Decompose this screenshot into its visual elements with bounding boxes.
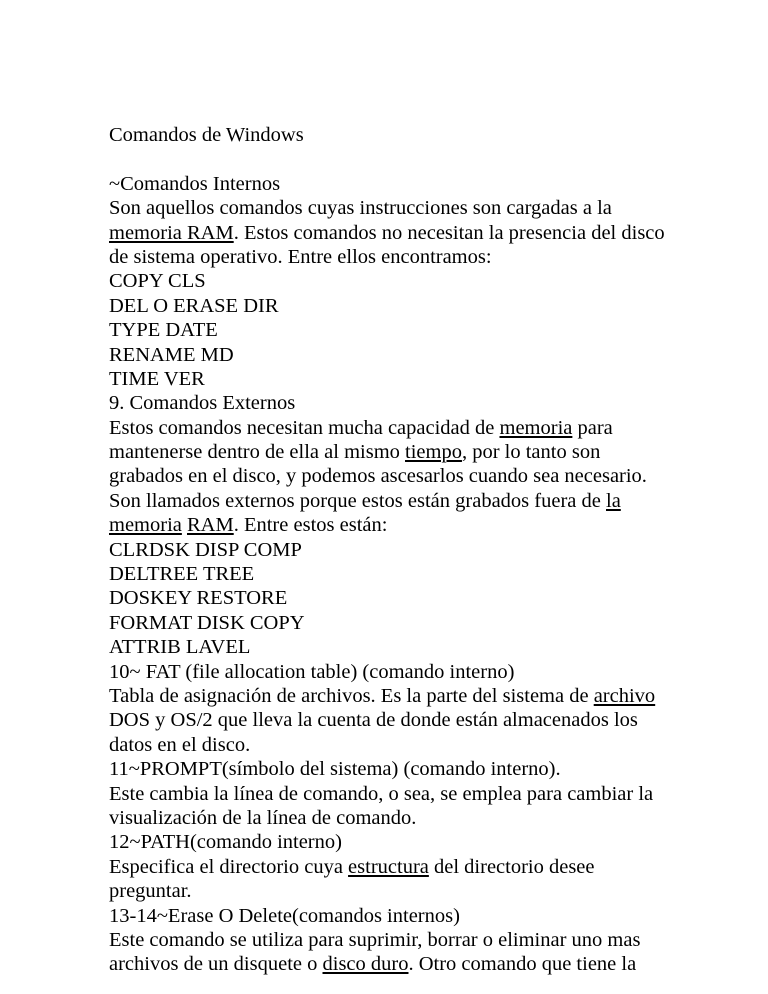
text-line bbox=[109, 879, 729, 903]
text-line bbox=[109, 708, 729, 732]
text-line bbox=[109, 806, 729, 830]
text-span: Estos comandos necesitan mucha capacidad de bbox=[109, 416, 500, 439]
hyperlink[interactable]: estructura bbox=[348, 855, 429, 878]
text-line bbox=[109, 904, 729, 928]
text-span: 13-14~Erase O Delete(comandos internos) bbox=[109, 904, 460, 927]
document-page bbox=[109, 123, 729, 977]
text-line bbox=[109, 538, 729, 562]
text-span: de sistema operativo. Entre ellos encontramos: bbox=[109, 245, 492, 268]
text-line bbox=[109, 147, 729, 171]
text-span: TIME VER bbox=[109, 367, 205, 390]
text-line bbox=[109, 782, 729, 806]
text-span: Especifica el directorio cuya bbox=[109, 855, 349, 878]
hyperlink[interactable]: memoria RAM bbox=[109, 221, 234, 244]
text-line bbox=[109, 855, 729, 879]
text-span: DELTREE TREE bbox=[109, 563, 255, 586]
text-line bbox=[109, 586, 729, 610]
text-span: FORMAT DISK COPY bbox=[109, 611, 305, 634]
text-span: DOS y OS/2 que lleva la cuenta de donde están almacenados los bbox=[109, 709, 638, 732]
text-line bbox=[109, 221, 729, 245]
text-span: 12~PATH(comando interno) bbox=[109, 831, 342, 854]
text-line bbox=[109, 416, 729, 440]
text-span: para bbox=[572, 416, 613, 439]
text-span: . Estos comandos no necesitan la presencia del disco bbox=[233, 221, 665, 244]
hyperlink[interactable]: memoria bbox=[499, 416, 573, 439]
text-span: , por lo tanto son bbox=[461, 441, 601, 464]
text-span: ~Comandos Internos bbox=[109, 172, 281, 195]
text-span: 10~ FAT (file allocation table) (comando interno) bbox=[109, 660, 515, 683]
text-line bbox=[109, 464, 729, 488]
text-span: Son llamados externos porque estos están grabados fuera de bbox=[109, 489, 606, 512]
hyperlink[interactable]: archivo bbox=[593, 684, 656, 707]
text-line bbox=[109, 830, 729, 854]
hyperlink[interactable]: disco duro bbox=[322, 953, 409, 976]
text-span: archivos de un disquete o bbox=[109, 953, 323, 976]
text-span: TYPE DATE bbox=[109, 319, 218, 342]
text-line bbox=[109, 733, 729, 757]
text-span: RENAME MD bbox=[109, 343, 234, 366]
text-span: Son aquellos comandos cuyas instrucciones son cargadas a la bbox=[109, 197, 612, 220]
text-span: del directorio desee bbox=[428, 855, 595, 878]
text-line bbox=[109, 440, 729, 464]
text-line bbox=[109, 489, 729, 513]
hyperlink[interactable]: memoria bbox=[109, 514, 182, 537]
text-line bbox=[109, 952, 729, 976]
text-line bbox=[109, 757, 729, 781]
hyperlink[interactable]: la bbox=[606, 489, 621, 512]
text-line bbox=[109, 269, 729, 293]
text-line bbox=[109, 367, 729, 391]
text-line bbox=[109, 123, 729, 147]
text-span: Este comando se utiliza para suprimir, borrar o eliminar uno mas bbox=[109, 928, 641, 951]
text-span: 11~PROMPT(símbolo del sistema) (comando interno). bbox=[109, 758, 561, 781]
text-line bbox=[109, 391, 729, 415]
text-span: Tabla de asignación de archivos. Es la parte del sistema de bbox=[109, 684, 594, 707]
text-span: 9. Comandos Externos bbox=[109, 392, 296, 415]
text-span: datos en el disco. bbox=[109, 733, 251, 756]
text-line bbox=[109, 513, 729, 537]
text-span: DOSKEY RESTORE bbox=[109, 587, 288, 610]
text-line bbox=[109, 928, 729, 952]
text-span: grabados en el disco, y podemos ascesarlos cuando sea necesario. bbox=[109, 465, 647, 488]
text-line bbox=[109, 343, 729, 367]
text-line bbox=[109, 660, 729, 684]
text-span: Este cambia la línea de comando, o sea, se emplea para cambiar la bbox=[109, 782, 654, 805]
text-line bbox=[109, 611, 729, 635]
text-line bbox=[109, 318, 729, 342]
text-span: preguntar. bbox=[109, 880, 192, 903]
text-line bbox=[109, 172, 729, 196]
text-span: . Otro comando que tiene la bbox=[408, 953, 637, 976]
text-span: . Entre estos están: bbox=[233, 514, 388, 537]
hyperlink[interactable]: RAM bbox=[187, 514, 234, 537]
text-span: visualización de la línea de comando. bbox=[109, 806, 417, 829]
text-span: COPY CLS bbox=[109, 270, 206, 293]
text-line bbox=[109, 196, 729, 220]
text-line bbox=[109, 635, 729, 659]
text-line bbox=[109, 245, 729, 269]
text-span: mantenerse dentro de ella al mismo bbox=[109, 441, 406, 464]
text-line bbox=[109, 562, 729, 586]
text-span: ATTRIB LAVEL bbox=[109, 636, 251, 659]
text-span: CLRDSK DISP COMP bbox=[109, 538, 302, 561]
text-span: Comandos de Windows bbox=[109, 124, 304, 146]
text-line bbox=[109, 684, 729, 708]
text-line bbox=[109, 294, 729, 318]
hyperlink[interactable]: tiempo bbox=[405, 441, 462, 464]
text-span: DEL O ERASE DIR bbox=[109, 294, 279, 317]
